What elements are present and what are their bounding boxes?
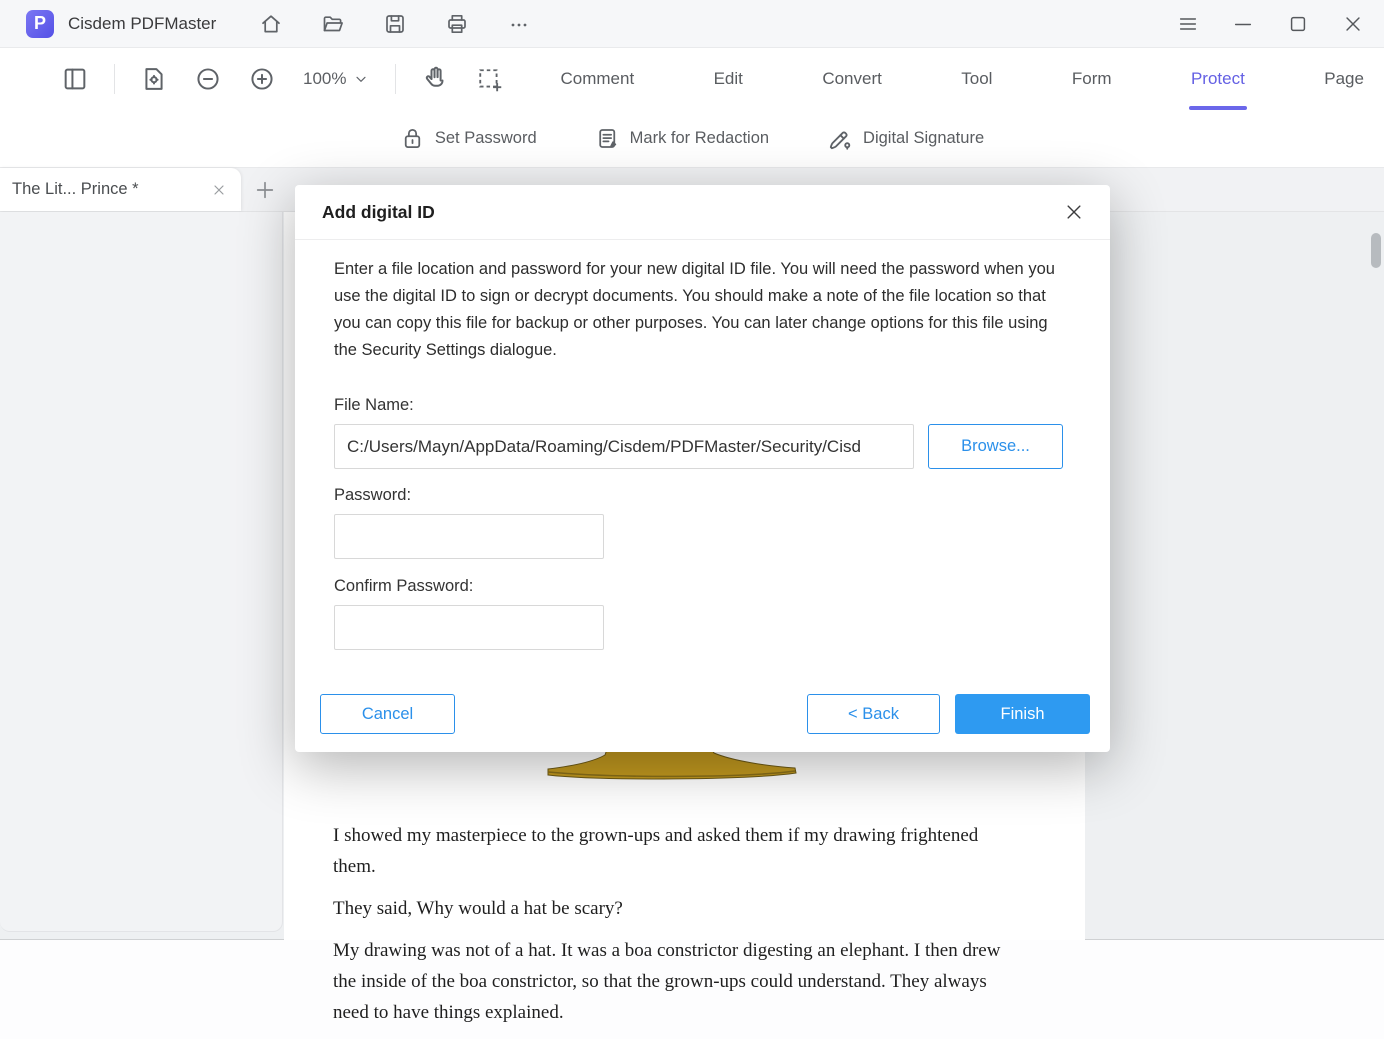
printer-icon xyxy=(445,12,469,36)
digital-signature-button[interactable] xyxy=(827,126,984,152)
tab-form[interactable]: Form xyxy=(1071,69,1112,88)
toolbar-divider xyxy=(395,64,396,94)
browse-button[interactable]: Browse... xyxy=(928,424,1063,469)
mark-for-redaction-label: Mark for Redaction xyxy=(629,129,770,147)
zoom-out-button[interactable] xyxy=(194,65,222,93)
vertical-scrollbar-thumb[interactable] xyxy=(1371,233,1381,268)
dialog-header xyxy=(295,185,1110,240)
tab-close-icon[interactable] xyxy=(211,182,227,198)
tab-edit[interactable]: Edit xyxy=(713,69,743,88)
redaction-icon xyxy=(595,126,620,151)
open-file-button[interactable] xyxy=(321,12,345,36)
back-button[interactable]: < Back xyxy=(807,694,940,734)
main-toolbar xyxy=(0,48,1384,110)
toolbar-divider xyxy=(114,64,115,94)
set-password-label: Set Password xyxy=(434,129,537,147)
password-label: Password: xyxy=(334,486,412,504)
zoom-level-dropdown[interactable] xyxy=(303,69,369,89)
close-icon xyxy=(1342,13,1364,35)
hand-tool-button[interactable] xyxy=(421,65,449,93)
save-button[interactable] xyxy=(383,12,407,36)
protect-toolbar xyxy=(0,110,1384,167)
home-button[interactable] xyxy=(259,12,283,36)
tab-page[interactable]: Page xyxy=(1324,69,1364,88)
more-icon xyxy=(507,12,531,36)
split-view-icon xyxy=(61,65,89,93)
zoom-in-button[interactable] xyxy=(248,65,276,93)
document-text xyxy=(333,820,1023,1039)
zoom-level-value: 100% xyxy=(303,69,347,88)
dialog-description: Enter a file location and password for your new digital ID file. You will need the password when you use the digital ID to sign or decrypt documents. You should make a note of the file location so that you can copy this file for backup or other purposes. You can later change options for this file using the Security Settings dialogue. xyxy=(334,260,1055,359)
mark-for-redaction-button[interactable] xyxy=(595,126,769,151)
tab-tool[interactable]: Tool xyxy=(961,69,993,88)
zoom-in-icon xyxy=(248,65,276,93)
maximize-icon xyxy=(1287,13,1309,35)
split-view-button[interactable] xyxy=(61,65,89,93)
document-tab[interactable] xyxy=(0,168,241,211)
close-window-button[interactable] xyxy=(1342,13,1364,35)
app-title: Cisdem PDFMaster xyxy=(68,13,217,33)
set-password-button[interactable] xyxy=(400,126,537,151)
marquee-select-button[interactable] xyxy=(475,65,503,93)
file-name-label: File Name: xyxy=(334,396,414,414)
page-settings-button[interactable] xyxy=(140,65,168,93)
cancel-button[interactable]: Cancel xyxy=(320,694,455,734)
document-paragraph: My drawing was not of a hat. It was a boa constrictor digesting an elephant. I then drew the inside of the boa constrictor, so that the grown-ups could understand. They always need to have things explained. xyxy=(333,940,1001,1023)
more-button[interactable] xyxy=(507,12,531,36)
save-icon xyxy=(383,12,407,36)
document-tab-title: The Lit... Prince * xyxy=(12,180,139,198)
confirm-password-input[interactable] xyxy=(334,605,604,650)
window-controls xyxy=(1177,13,1364,35)
file-name-input[interactable] xyxy=(334,424,914,469)
chevron-down-icon xyxy=(353,71,369,87)
titlebar xyxy=(0,0,1384,48)
hand-tool-icon xyxy=(421,65,449,93)
menu-button[interactable] xyxy=(1177,13,1199,35)
minimize-icon xyxy=(1232,13,1254,35)
lock-icon xyxy=(400,126,425,151)
ribbon-tabs xyxy=(516,63,1384,95)
signature-pen-icon xyxy=(827,126,853,152)
tab-convert[interactable]: Convert xyxy=(822,69,882,88)
document-paragraph: I showed my masterpiece to the grown-ups and asked them if my drawing frightened them. xyxy=(333,825,979,877)
home-icon xyxy=(259,12,283,36)
dialog-close-icon[interactable] xyxy=(1064,202,1084,222)
dialog-body xyxy=(295,240,1110,650)
folder-open-icon xyxy=(321,12,345,36)
digital-signature-label: Digital Signature xyxy=(863,129,985,147)
dialog-title: Add digital ID xyxy=(322,201,435,222)
tab-comment[interactable]: Comment xyxy=(560,69,635,88)
maximize-button[interactable] xyxy=(1287,13,1309,35)
zoom-out-icon xyxy=(194,65,222,93)
add-digital-id-dialog xyxy=(295,185,1110,752)
minimize-button[interactable] xyxy=(1232,13,1254,35)
new-tab-button[interactable] xyxy=(241,168,289,211)
dialog-footer xyxy=(320,694,1090,734)
thumbnail-panel xyxy=(0,212,283,932)
finish-button[interactable]: Finish xyxy=(955,694,1090,734)
plus-icon xyxy=(254,179,276,201)
page-settings-icon xyxy=(140,65,168,93)
tab-protect[interactable]: Protect xyxy=(1189,63,1247,95)
menu-icon xyxy=(1177,13,1199,35)
marquee-select-icon xyxy=(475,65,503,93)
document-paragraph: They said, Why would a hat be scary? xyxy=(333,898,623,919)
app-logo: P xyxy=(26,10,54,38)
print-button[interactable] xyxy=(445,12,469,36)
password-input[interactable] xyxy=(334,514,604,559)
confirm-password-label: Confirm Password: xyxy=(334,577,474,595)
